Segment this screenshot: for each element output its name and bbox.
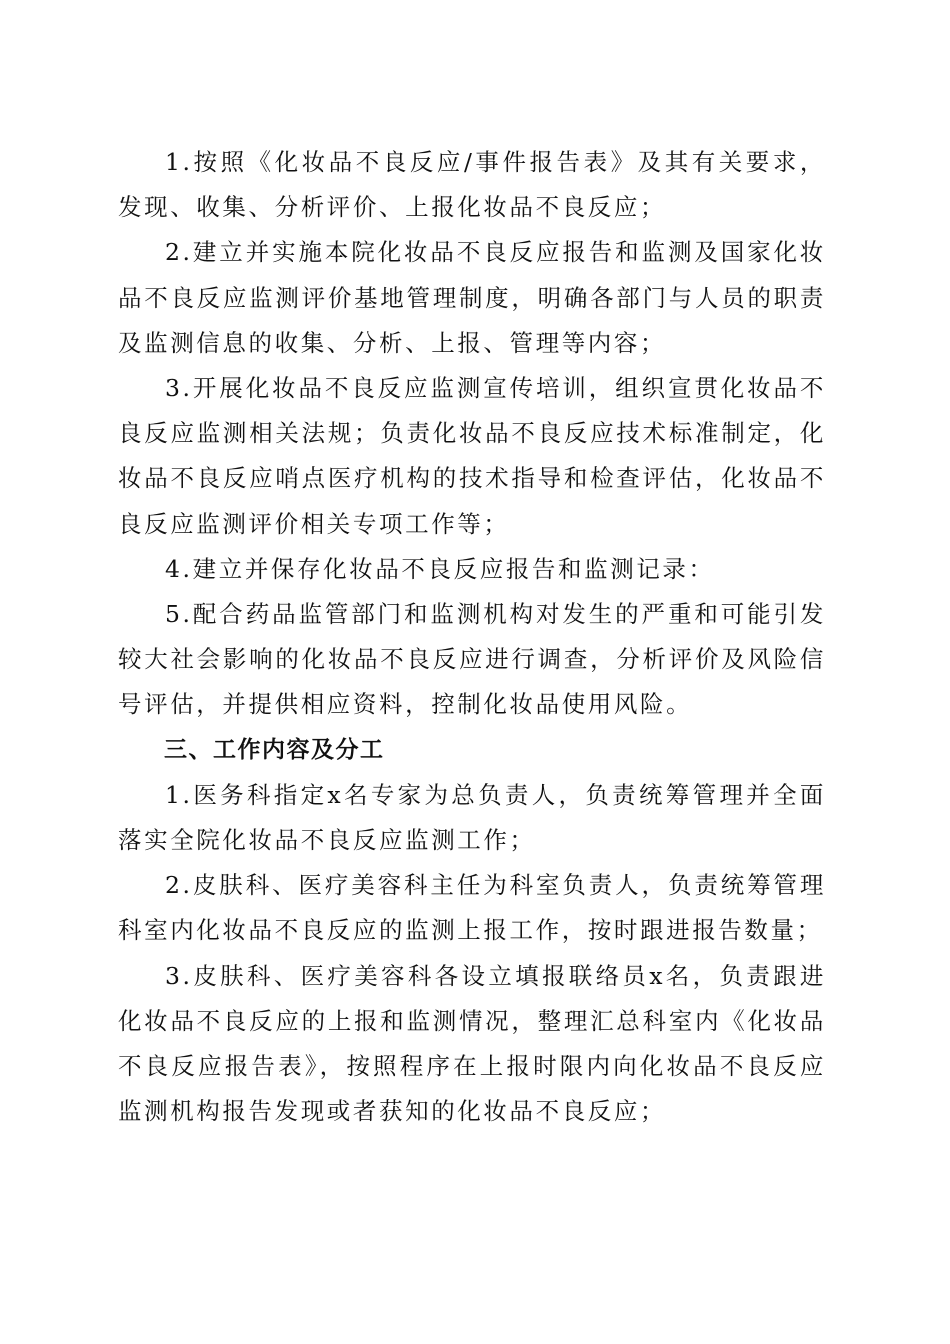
work-item-3: 3.皮肤科、医疗美容科各设立填报联络员x名，负责跟进化妆品不良反应的上报和监测情况，整理汇总科室内《化妆品不良反应报告表》，按照程序在上报时限内向化妆品不良反应监测机构报告发现或者获知的化妆品不良反应；	[118, 961, 826, 1126]
paragraph-item-3: 3.开展化妆品不良反应监测宣传培训，组织宣贯化妆品不良反应监测相关法规；负责化妆品不良反应技术标准制定，化妆品不良反应哨点医疗机构的技术指导和检查评估，化妆品不良反应监测评价相关专项工作等；	[118, 374, 826, 538]
paragraph-item-4: 4.建立并保存化妆品不良反应报告和监测记录：	[165, 554, 715, 583]
paragraph-item-5: 5.配合药品监管部门和监测机构对发生的严重和可能引发较大社会影响的化妆品不良反应进行调查，分析评价及风险信号评估，并提供相应资料，控制化妆品使用风险。	[118, 600, 826, 719]
section-heading: 三、工作内容及分工	[164, 736, 385, 763]
work-item-2: 2.皮肤科、医疗美容科主任为科室负责人，负责统筹管理科室内化妆品不良反应的监测上报工作，按时跟进报告数量；	[118, 871, 826, 945]
paragraph-item-1: 1.按照《化妆品不良反应/事件报告表》及其有关要求，发现、收集、分析评价、上报化妆品不良反应；	[118, 148, 826, 222]
work-item-1: 1.医务科指定x名专家为总负责人，负责统筹管理并全面落实全院化妆品不良反应监测工作；	[118, 780, 826, 855]
paragraph-item-2: 2.建立并实施本院化妆品不良反应报告和监测及国家化妆品不良反应监测评价基地管理制度，明确各部门与人员的职责及监测信息的收集、分析、上报、管理等内容；	[118, 238, 826, 357]
document-page	[118, 140, 826, 1134]
